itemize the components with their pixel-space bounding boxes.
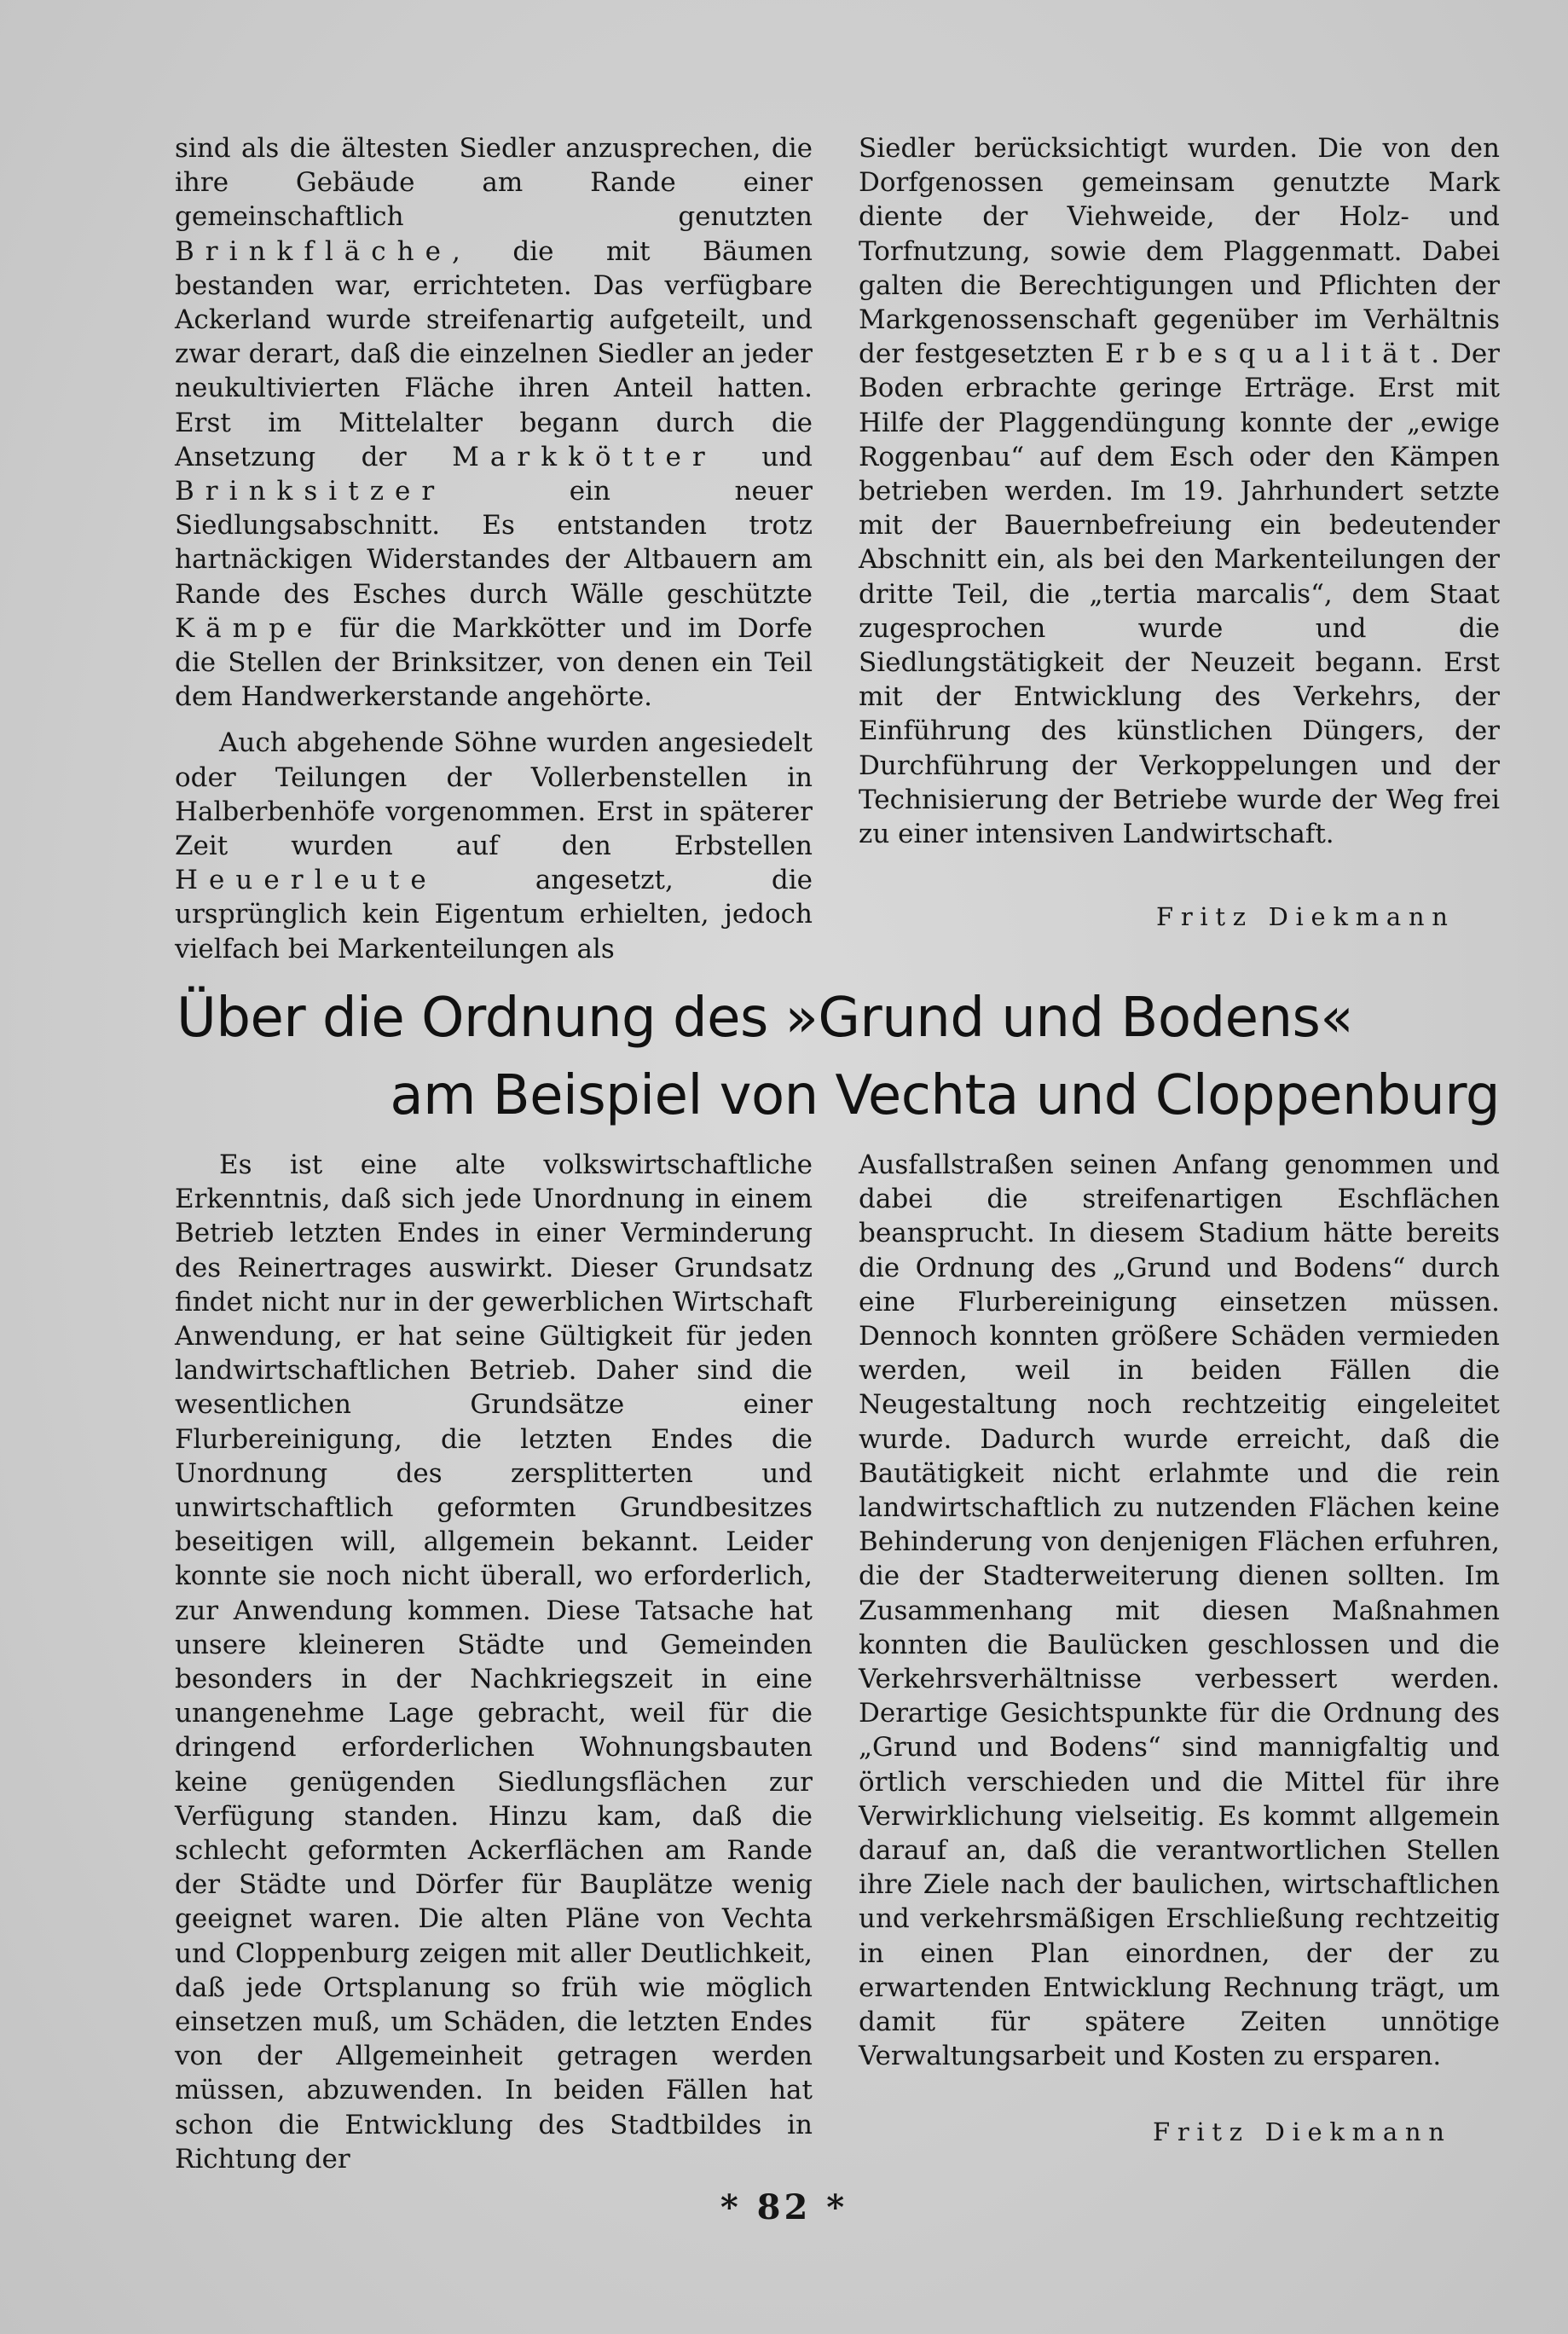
- text-run: sind als die ältesten Siedler anzusprechen, die ihre Gebäude am Rande einer gemeinschaftlich genutzten: [175, 133, 813, 233]
- text-run: , die mit Bäumen bestanden war, errichteten. Das verfügbare Ackerland wurde streifenartig aufgeteilt, und zwar derart, daß die einzelnen Siedler an jeder neukultivierten Fläche ihren Anteil hatten. Erst im Mittelalter begann durch die Ansetzung der: [175, 235, 813, 472]
- text-run: Es ist eine alte volkswirtschaftliche Erkenntnis, daß sich jede Unordnung in einem Betrieb letzten Endes in einer Verminderung des Reinertrages auswirkt. Dieser Grundsatz findet nicht nur in der gewerblichen Wirtschaft Anwendung, er hat seine Gültigkeit für jeden landwirtschaftlichen Betrieb. Daher sind die wesentlichen Grundsätze einer Flurbereinigung, die letzten Endes die Unordnung des zersplitterten und unwirtschaftlich geformten Grundbesitzes beseitigen will, allgemein bekannt. Leider konnte sie noch nicht überall, wo erforderlich, zur Anwendung kommen. Diese Tatsache hat unsere kleineren Städte und Gemeinden besonders in der Nachkriegszeit in eine unangenehme Lage gebracht, weil für die dringend erforderlichen Wohnungsbauten keine genügenden Siedlungsflächen zur Verfügung standen. Hinzu kam, daß die schlecht geformten Ackerflächen am Rande der Städte und Dörfer für Bauplätze wenig geeignet waren. Die alten Pläne von Vechta und Cloppenburg zeigen mit aller Deutlichkeit, daß jede Ortsplanung so früh wie möglich einsetzen muß, um Schäden, die letzten Endes von der Allgemeinheit getragen werden müssen, abzuwenden. In beiden Fällen hat schon die Entwicklung des Stadtbildes in Richtung der: [175, 1150, 813, 2175]
- article2-headline-line1: Über die Ordnung des »Grund und Bodens«: [176, 987, 1354, 1050]
- article2-left-column: [175, 1148, 813, 2176]
- page-number: * 82 *: [720, 2187, 848, 2227]
- paragraph: [175, 131, 813, 714]
- paragraph: [175, 726, 813, 965]
- spaced-term: Kämpe: [175, 612, 324, 644]
- spaced-term: Brinkfläche: [175, 235, 453, 267]
- article1-signature: Fritz Diekmann: [1156, 902, 1455, 931]
- spaced-term: Brinksitzer: [175, 476, 446, 507]
- article2-headline-line2: am Beispiel von Vechta und Cloppenburg: [390, 1064, 1500, 1127]
- article1-right-column: [859, 131, 1500, 851]
- article2-right-column: [859, 1148, 1500, 2073]
- text-run: ein neuer Siedlungsabschnitt. Es entstanden trotz hartnäckigen Widerstandes der Altbauern am Rande des Esches durch Wälle geschützte: [175, 476, 813, 610]
- article1-left-column: [175, 131, 813, 966]
- text-run: . Der Boden erbrachte geringe Erträge. Erst mit Hilfe der Plaggendüngung konnte der „ewige Roggenbau“ auf dem Esch oder den Kämpen betrieben werden. Im 19. Jahrhundert setzte mit der Bauernbefreiung ein bedeutender Abschnitt ein, als bei den Markenteilungen der dritte Teil, die „tertia marcalis“, dem Staat zugesprochen wurde und die Siedlungstätigkeit der Neuzeit begann. Erst mit der Entwicklung des Verkehrs, der Einführung des künstlichen Düngers, der Durchführung der Verkoppelungen und der Technisierung der Betriebe wurde der Weg frei zu einer intensiven Landwirtschaft.: [859, 339, 1501, 850]
- paragraph: [859, 1148, 1500, 2073]
- spaced-term: Markkötter: [452, 441, 716, 472]
- text-run: für die Markkötter und im Dorfe die Stellen der Brinksitzer, von denen ein Teil dem Handwerkerstande angehörte.: [175, 612, 813, 713]
- paragraph: [175, 1148, 813, 2176]
- spaced-term: Erbesqualität: [1104, 339, 1432, 370]
- text-run: Siedler berücksichtigt wurden. Die von den Dorfgenossen gemeinsam genutzte Mark diente der Viehweide, der Holz- und Torfnutzung, sowie dem Plaggenmatt. Dabei galten die Berechtigungen und Pflichten der Markgenossenschaft gegenüber im Verhältnis der festgesetzten: [859, 133, 1500, 370]
- text-run: und: [715, 441, 813, 472]
- text-run: Ausfallstraßen seinen Anfang genommen und dabei die streifenartigen Eschflächen beansprucht. In diesem Stadium hätte bereits die Ordnung des „Grund und Bodens“ durch eine Flurbereinigung einsetzen müssen. Dennoch konnten größere Schäden vermieden werden, weil in beiden Fällen die Neugestaltung noch rechtzeitig eingeleitet wurde. Dadurch wurde erreicht, daß die Bautätigkeit nicht erlahmte und die rein landwirtschaftlich zu nutzenden Flächen keine Behinderung von denjenigen Flächen erfuhren, die der Stadterweiterung dienen sollten. Im Zusammenhang mit diesen Maßnahmen konnten die Baulücken geschlossen und die Verkehrsverhältnisse verbessert werden. Derartige Gesichtspunkte für die Ordnung des „Grund und Bodens“ sind mannigfaltig und örtlich verschieden und die Mittel für ihre Verwirklichung vielseitig. Es kommt allgemein darauf an, daß die verantwortlichen Stellen ihre Ziele nach der baulichen, wirtschaftlichen und verkehrsmäßigen Erschließung rechtzeitig in einen Plan einordnen, der der zu erwartenden Entwicklung Rechnung trägt, um damit für spätere Zeiten unnötige Verwaltungsarbeit und Kosten zu ersparen.: [859, 1150, 1500, 2072]
- article2-signature: Fritz Diekmann: [1153, 2117, 1452, 2146]
- text-run: Auch abgehende Söhne wurden angesiedelt oder Teilungen der Vollerbenstellen in Halberbenhöfe vorgenommen. Erst in späterer Zeit wurden auf den Erbstellen: [175, 727, 813, 862]
- text-run: angesetzt, die ursprünglich kein Eigentum erhielten, jedoch vielfach bei Markenteilungen als: [175, 865, 813, 964]
- spaced-term: Heuerleute: [175, 865, 437, 896]
- paragraph: [859, 131, 1500, 851]
